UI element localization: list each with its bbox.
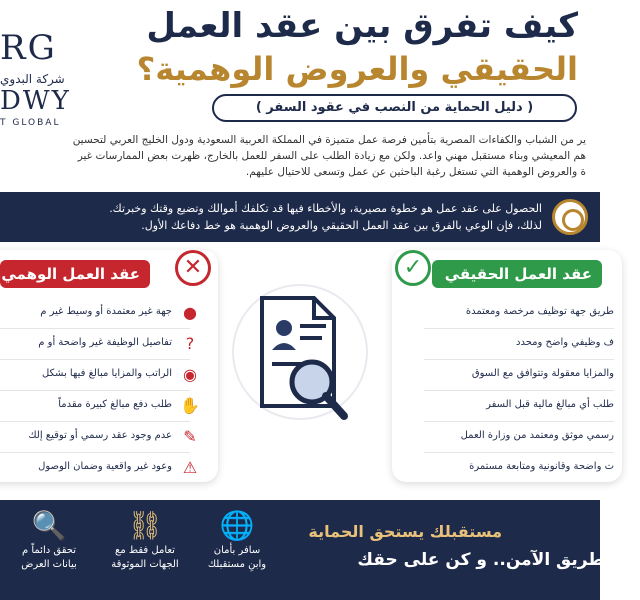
footer-item: 🌐 سافر بأمان وابنِ مستقبلك [192,508,282,572]
close-icon: ✕ [175,250,211,286]
footer-title: مستقبلك يستحق الحماية [308,522,502,541]
globe-plane-icon: 🌐 [219,509,255,542]
hand-money-icon: ✋ [180,396,200,415]
coins-icon: ◉ [183,365,197,384]
target-icon [552,199,588,235]
list-item: طلب أي مبالغ مالية قبل السفر [404,391,614,422]
question-icon: ? [185,334,195,353]
banner-line: لذلك، فإن الوعي بالفرق بين عقد العمل الحقيقي والعروض الوهمية هو خط دفاعك الأول. [141,219,542,232]
warning-icon: ⚠ [182,458,198,477]
list-item: والمزايا معقولة وتتوافق مع السوق [404,360,614,391]
real-contract-card [392,250,622,482]
logo-line1: RG [0,28,57,68]
footer-slogan: تر الطريق الآمن.. و كن على حقك [357,550,640,570]
list-item: ◉ الراتب والمزايا مبالغ فيها بشكل [0,360,210,391]
intro-paragraph [6,132,586,180]
company-logo [0,28,86,128]
page-title-line2: الحقيقي والعروض الوهمية؟ [136,50,578,88]
footer-item: 🔍 تحقق دائماً م بيانات العرض [4,508,94,572]
banner-line: الحصول على عقد عمل هو خطوة مصيرية، والأخطاء فيها قد تكلفك أموالك وتضيع وقتك وخبرتك. [109,202,542,215]
person-icon: ● [183,303,197,322]
footer-bar [0,500,640,600]
logo-small: T GLOBAL [0,118,61,128]
list-item: رسمي موثق ومعتمد من وزارة العمل [404,422,614,453]
page-title-line1: كيف تفرق بين عقد العمل [146,6,578,46]
check-icon: ✓ [395,250,431,286]
fake-contract-card [0,250,218,482]
intro-line: هم المعيشي وبناء مستقبل مهني واعد. ولكن مع زيادة الطلب على السفر للعمل بالخارج، ظهرت بعض الممارسات غير [77,150,586,162]
footer-item: ⛓ تعامل فقط مع الجهات الموثوقة [100,508,190,572]
real-card-title: عقد العمل الحقيقي [432,260,602,288]
intro-line: ير من الشباب والكفاءات المصرية بتأمين فرصة عمل متميزة في المملكة العربية السعودية ودول الخليج العربي لتحسين [72,134,586,146]
warning-banner [0,192,600,242]
handshake-icon: ⛓ [127,509,163,542]
subtitle-pill: ( دليل الحماية من النصب في عقود السفر ) [212,94,577,122]
list-item: ⚠ وعود غير واقعية وضمان الوصول [0,453,210,484]
list-item: ف وظيفي واضح ومحدد [404,329,614,360]
logo-arabic: شركة البدوي [0,72,65,86]
list-item: ? تفاصيل الوظيفة غير واضحة أو م [0,329,210,360]
list-item: ت واضحة وقانونية ومتابعة مستمرة [469,461,614,472]
document-search-illustration-icon [240,284,360,434]
list-item: ✋ طلب دفع مبالغ كبيرة مقدماً [0,391,210,422]
fake-card-title: عقد العمل الوهمي [0,260,150,288]
logo-line2: DWY [0,86,71,116]
intro-line: ة والعروض الوهمية التي تستغل رغبة الباحثين عن عمل وتسعى للاحتيال عليهم. [245,166,586,178]
list-item: ✎ عدم وجود عقد رسمي أو توقيع إلك [0,422,210,453]
contract-edit-icon: ✎ [183,427,197,446]
document-search-icon: 🔍 [31,509,67,542]
list-item: طريق جهة توظيف مرخصة ومعتمدة [404,298,614,329]
list-item: ● جهة غير معتمدة أو وسيط غير م [0,298,210,329]
